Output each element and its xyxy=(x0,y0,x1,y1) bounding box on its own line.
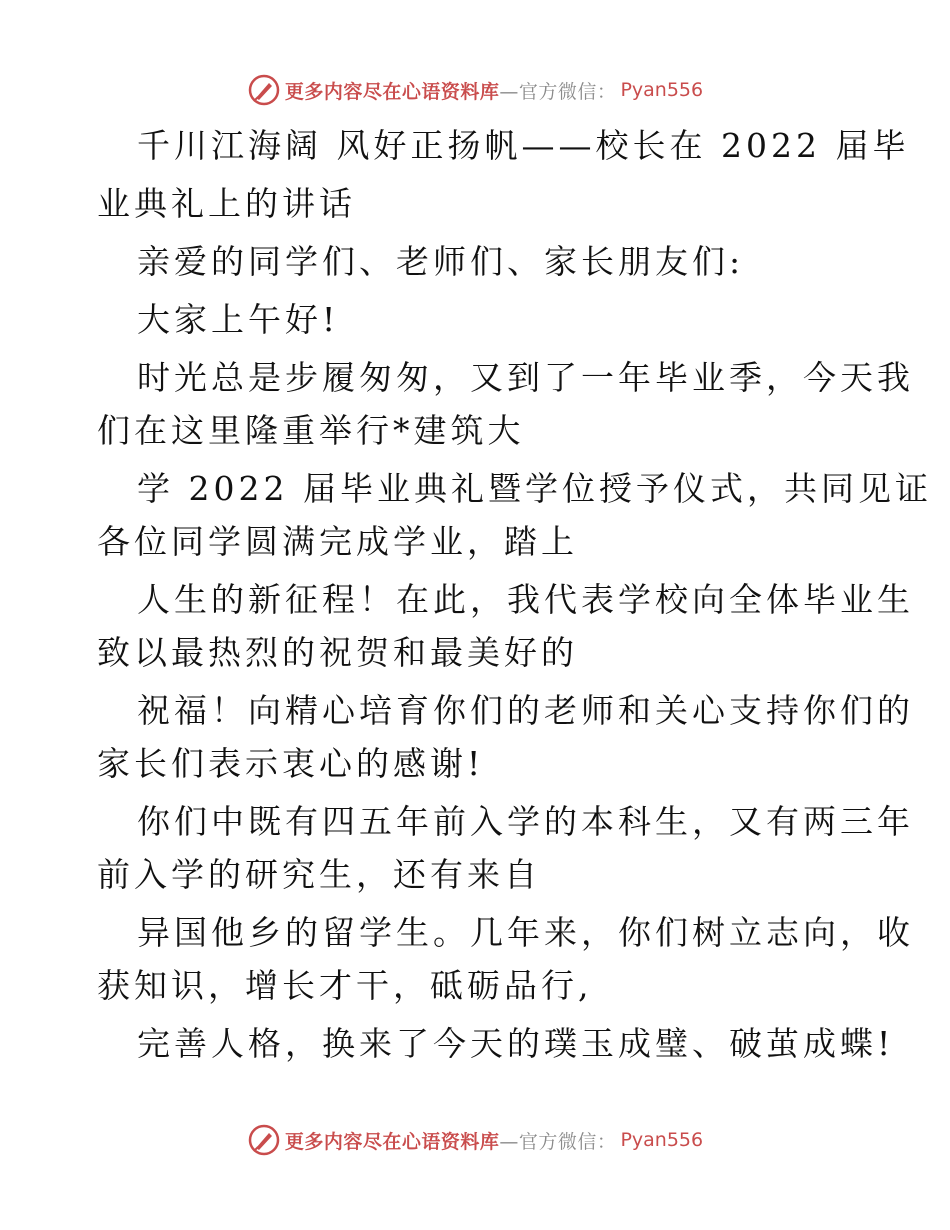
paragraph-line: 人生的新征程！在此，我代表学校向全体毕业生 xyxy=(137,580,914,619)
watermark-grey-text: —官方微信： xyxy=(499,1130,617,1153)
paragraph-line: 你们中既有四五年前入学的本科生，又有两三年 xyxy=(137,802,914,841)
watermark-header xyxy=(0,70,950,110)
title-line-2: 业典礼上的讲话 xyxy=(97,184,356,223)
salutation: 亲爱的同学们、老师们、家长朋友们: xyxy=(137,242,745,281)
paragraph-line: 获知识，增长才干，砥砺品行, xyxy=(97,966,593,1005)
watermark-grey-text: —官方微信： xyxy=(499,80,617,103)
quill-logo-icon xyxy=(247,73,281,107)
paragraph-line: 完善人格，换来了今天的璞玉成璧、破茧成蝶! xyxy=(137,1024,895,1063)
paragraph-line: 时光总是步履匆匆，又到了一年毕业季，今天我 xyxy=(137,358,914,397)
paragraph-line: 们在这里隆重举行*建筑大 xyxy=(97,411,525,450)
title-line-1: 千川江海阔 风好正扬帆——校长在 2022 届毕 xyxy=(137,126,910,165)
paragraph-line: 祝福！向精心培育你们的老师和关心支持你们的 xyxy=(137,691,914,730)
greeting: 大家上午好! xyxy=(137,300,340,339)
watermark-id-text: Pyan556 xyxy=(620,1129,704,1151)
paragraph-line: 各位同学圆满完成学业，踏上 xyxy=(97,522,578,561)
watermark-red-text: 更多内容尽在心语资料库 xyxy=(284,80,500,103)
paragraph-line: 学 2022 届毕业典礼暨学位授予仪式，共同见证 xyxy=(137,469,932,508)
paragraph-line: 致以最热烈的祝贺和最美好的 xyxy=(97,633,578,672)
watermark-id-text: Pyan556 xyxy=(620,79,704,101)
quill-logo-icon xyxy=(247,1123,281,1157)
watermark-red-text: 更多内容尽在心语资料库 xyxy=(284,1130,500,1153)
paragraph-line: 异国他乡的留学生。几年来，你们树立志向，收 xyxy=(137,913,914,952)
watermark-footer xyxy=(0,1120,950,1160)
paragraph-line: 家长们表示衷心的感谢! xyxy=(97,744,485,783)
paragraph-line: 前入学的研究生，还有来自 xyxy=(97,855,541,894)
document-body xyxy=(97,121,932,1077)
